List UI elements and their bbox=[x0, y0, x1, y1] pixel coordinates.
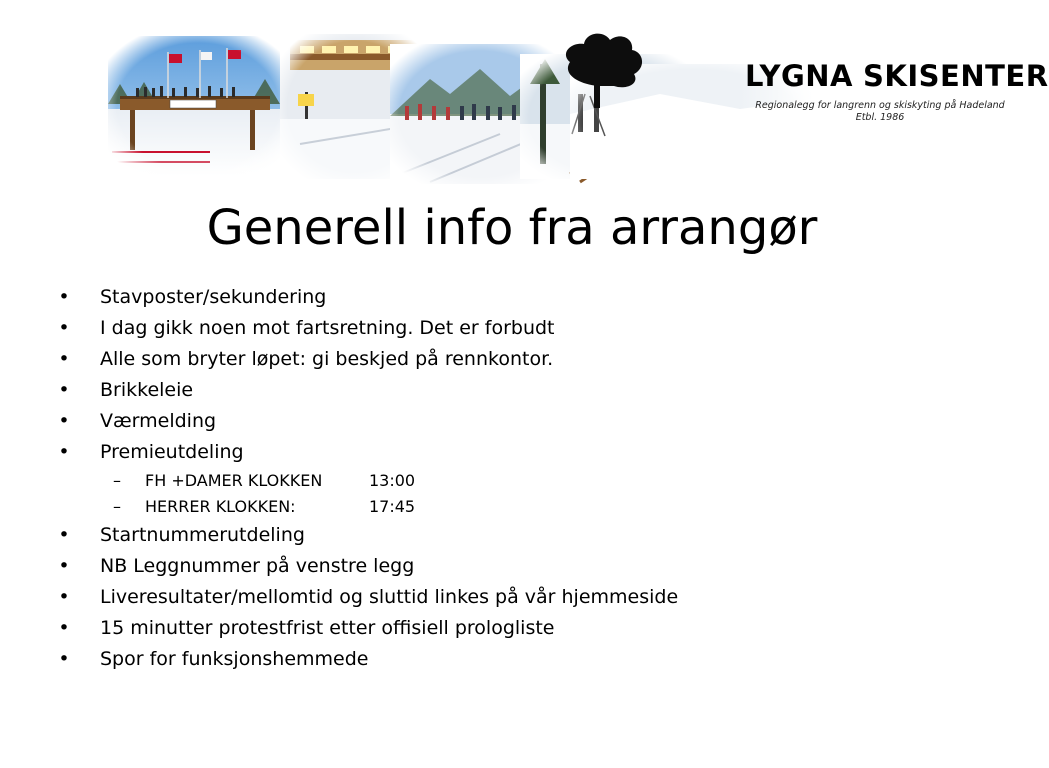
bullet-text: Værmelding bbox=[100, 410, 217, 432]
bullet-text: 15 minutter protestfrist etter offisiell prologliste bbox=[100, 617, 555, 639]
bullet-dot-icon: • bbox=[58, 441, 70, 463]
logo-tagline: Regionalegg for langrenn og skiskyting på Hadeland bbox=[755, 100, 1005, 111]
bullet-dot-icon: • bbox=[58, 617, 70, 639]
bullet-item bbox=[58, 437, 678, 468]
bullet-item bbox=[58, 582, 678, 613]
bullet-text: Premieutdeling bbox=[100, 441, 244, 463]
bullet-dot-icon: • bbox=[58, 379, 70, 401]
logo-name-part-2: SKISENTER bbox=[862, 59, 1049, 93]
photo-arena-bridge bbox=[108, 36, 288, 176]
bullet-text: Stavposter/sekundering bbox=[100, 286, 327, 308]
bullet-item bbox=[58, 344, 678, 375]
bullet-dot-icon: • bbox=[58, 524, 70, 546]
sub-bullet-label: HERRER KLOKKEN: bbox=[145, 497, 296, 516]
bullet-item bbox=[58, 406, 678, 437]
bullet-text: Spor for funksjonshemmede bbox=[100, 648, 369, 670]
logo-name-part-1: LYGNA bbox=[745, 59, 853, 93]
bullet-dot-icon: • bbox=[58, 410, 70, 432]
bullet-item bbox=[58, 613, 678, 644]
bullet-dot-icon: • bbox=[58, 286, 70, 308]
bullet-item bbox=[58, 313, 678, 344]
sub-bullet-item bbox=[58, 468, 678, 494]
bullet-dot-icon: • bbox=[58, 586, 70, 608]
bullet-text: Alle som bryter løpet: gi beskjed på rennkontor. bbox=[100, 348, 554, 370]
sub-bullet-label: FH +DAMER KLOKKEN bbox=[145, 471, 323, 490]
bullet-text: I dag gikk noen mot fartsretning. Det er forbudt bbox=[100, 317, 555, 339]
dash-icon: – bbox=[113, 497, 121, 516]
bullet-item bbox=[58, 282, 678, 313]
bullet-dot-icon: • bbox=[58, 348, 70, 370]
bullet-item bbox=[58, 644, 678, 675]
bullet-dot-icon: • bbox=[58, 317, 70, 339]
header-banner bbox=[100, 24, 1049, 184]
sub-bullet-time: 17:45 bbox=[369, 497, 416, 516]
logo bbox=[745, 59, 1049, 125]
bullet-item bbox=[58, 375, 678, 406]
dash-icon: – bbox=[113, 471, 121, 490]
sub-bullet-time: 13:00 bbox=[369, 471, 416, 490]
bullet-dot-icon: • bbox=[58, 648, 70, 670]
logo-established: Etbl. 1986 bbox=[855, 112, 905, 124]
bullet-item bbox=[58, 551, 678, 582]
bullet-list bbox=[58, 282, 678, 675]
bullet-text: Startnummerutdeling bbox=[100, 524, 305, 546]
slide-title: Generell info fra arrangør bbox=[206, 200, 818, 256]
bullet-text: Brikkeleie bbox=[100, 379, 194, 401]
logo-name bbox=[745, 59, 1049, 93]
bullet-item bbox=[58, 520, 678, 551]
sub-bullet-item bbox=[58, 494, 678, 520]
bullet-text: NB Leggnummer på venstre legg bbox=[100, 555, 415, 577]
bullet-text: Liveresultater/mellomtid og sluttid linkes på vår hjemmeside bbox=[100, 586, 679, 608]
bullet-dot-icon: • bbox=[58, 555, 70, 577]
